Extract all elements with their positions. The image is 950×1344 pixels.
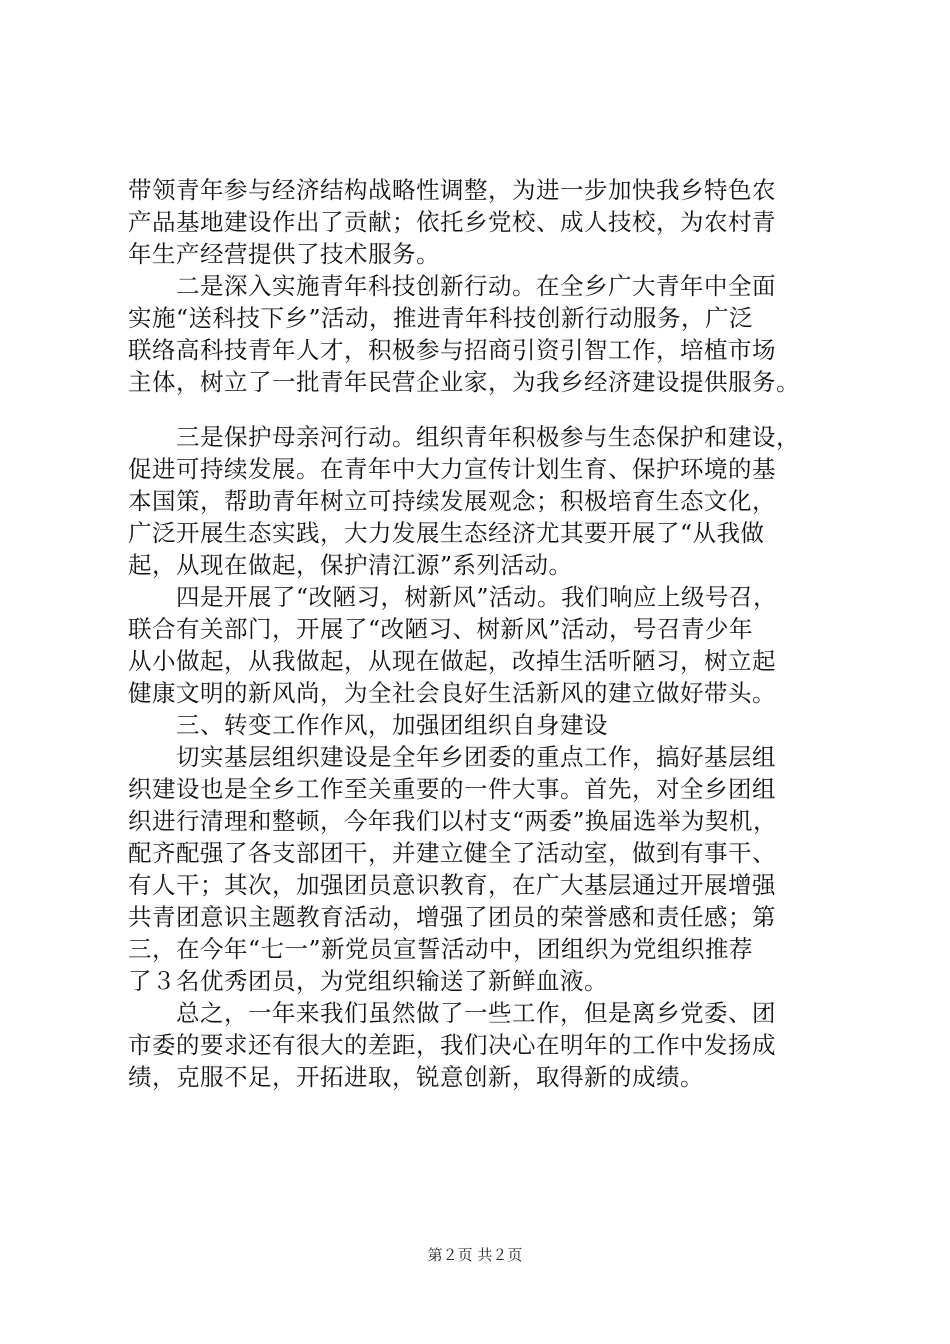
paragraph-start-line: 切实基层组织建设是全年乡团委的重点工作，搞好基层组 — [176, 743, 776, 771]
text-line: 配齐配强了各支部团干，并建立健全了活动室，做到有事干、 — [128, 839, 776, 867]
text-line: 年生产经营提供了技术服务。 — [128, 240, 440, 268]
text-line: 从小做起，从我做起，从现在做起，改掉生活听陋习，树立起 — [128, 647, 776, 675]
text-line: 市委的要求还有很大的差距，我们决心在明年的工作中发扬成 — [128, 1031, 776, 1059]
text-line: 联络高科技青年人才，积极参与招商引资引智工作，培植市场 — [128, 336, 776, 364]
page-footer: 第２页 共２页 — [427, 1246, 523, 1264]
text-line: 健康文明的新风尚，为全社会良好生活新风的建立做好带头。 — [128, 679, 776, 707]
section-heading: 三、转变工作作风，加强团组织自身建设 — [176, 711, 608, 739]
paragraph-start-line: 三是保护母亲河行动。组织青年积极参与生态保护和建设， — [176, 423, 800, 451]
paragraph-start-line: 四是开展了“改陋习，树新风”活动。我们响应上级号召， — [176, 583, 778, 611]
text-line: 织进行清理和整顿，今年我们以村支“两委”换届选举为契机， — [128, 807, 778, 835]
text-line: 起，从现在做起，保护清江源”系列活动。 — [128, 551, 573, 579]
text-line: 广泛开展生态实践，大力发展生态经济尤其要开展了“从我做 — [128, 519, 765, 547]
text-line: 共青团意识主题教育活动，增强了团员的荣誉感和责任感；第 — [128, 903, 776, 931]
text-line: 联合有关部门，开展了“改陋习、树新风”活动，号召青少年 — [128, 615, 754, 643]
text-line: 本国策，帮助青年树立可持续发展观念；积极培育生态文化， — [128, 487, 776, 515]
text-line: 主体，树立了一批青年民营企业家，为我乡经济建设提供服务。 — [128, 368, 800, 396]
text-line: 带领青年参与经济结构战略性调整，为进一步加快我乡特色农 — [128, 176, 776, 204]
paragraph-start-line: 二是深入实施青年科技创新行动。在全乡广大青年中全面 — [176, 272, 776, 300]
text-line: 促进可持续发展。在青年中大力宣传计划生育、保护环境的基 — [128, 455, 776, 483]
paragraph-start-line: 总之，一年来我们虽然做了一些工作，但是离乡党委、团 — [176, 999, 776, 1027]
text-line: 织建设也是全乡工作至关重要的一件大事。首先，对全乡团组 — [128, 775, 776, 803]
text-line: 实施“送科技下乡”活动，推进青年科技创新行动服务，广泛 — [128, 304, 754, 332]
text-line: 产品基地建设作出了贡献；依托乡党校、成人技校，为农村青 — [128, 208, 776, 236]
text-line: 有人干；其次，加强团员意识教育，在广大基层通过开展增强 — [128, 871, 776, 899]
text-line: 绩，克服不足，开拓进取，锐意创新，取得新的成绩。 — [128, 1063, 704, 1091]
text-line: 三，在今年“七一”新党员宣誓活动中，团组织为党组织推荐 — [128, 935, 754, 963]
text-line: 了３名优秀团员，为党组织输送了新鲜血液。 — [128, 967, 608, 995]
